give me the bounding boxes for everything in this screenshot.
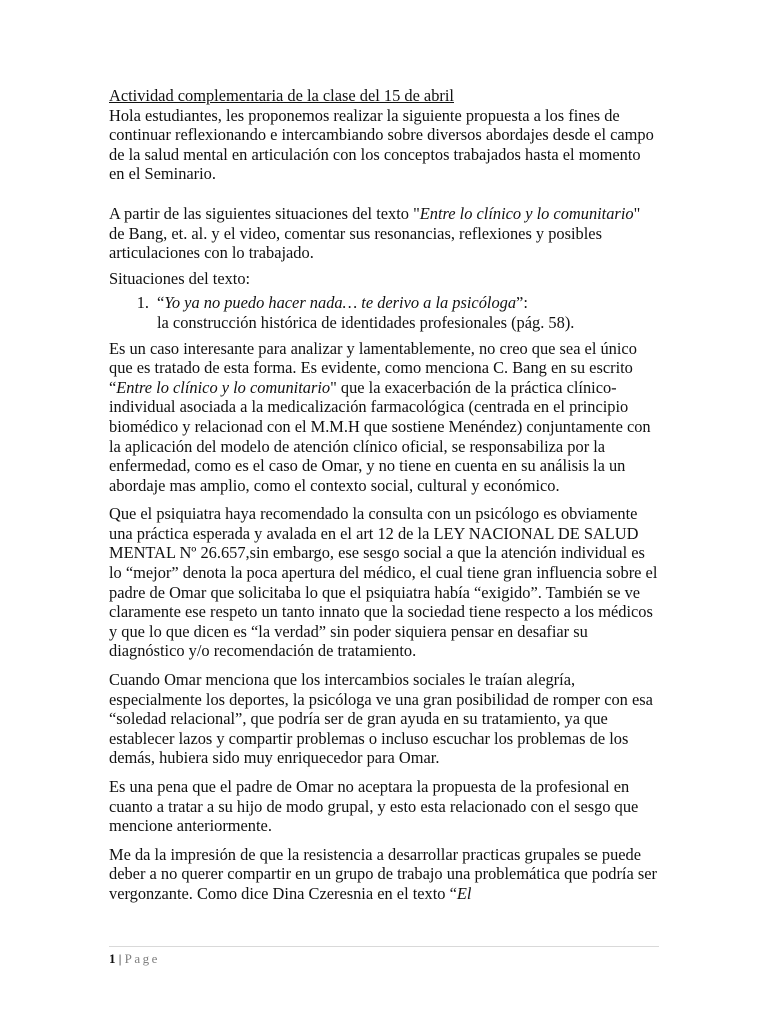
page-footer bbox=[109, 946, 659, 966]
document-page bbox=[109, 86, 659, 904]
body-paragraph-5 bbox=[109, 845, 659, 904]
instruction-text-end: " de Bang, et. al. y el video, comentar sus resonancias, reflexiones y posibles articulaciones con lo trabajado. bbox=[109, 203, 641, 263]
body-paragraph-3: Cuando Omar menciona que los intercambios sociales le traían alegría, especialmente los deportes, la psicóloga ve una gran posibilidad de romper con esa “soledad relacional”, que podría ser de gran ayuda en su tratamiento, ya que establecer lazos y compartir problemas o incluso escuchar los problemas de los demás, hubiera sido muy enriquecedor para Omar. bbox=[109, 670, 653, 768]
footer-separator: | bbox=[115, 951, 125, 966]
p1-text-start: Es un caso interesante para analizar y lamentablemente, no creo que sea el único que es tratado de esta forma. Es evidente, como menciona C. Bang en su escrito “ bbox=[109, 338, 637, 397]
list-quote bbox=[157, 293, 659, 313]
body-paragraph-4: Es una pena que el padre de Omar no aceptara la propuesta de la profesional en cuanto a tratar a su hijo de modo grupal, y esto esta relacionado con el sesgo que mencione anteriormente. bbox=[109, 777, 639, 836]
p1-text-title: Entre lo clínico y lo comunitario bbox=[116, 377, 331, 397]
situations-list bbox=[109, 293, 659, 332]
list-quote-close: ”: bbox=[516, 293, 528, 313]
list-subtitle: la construcción histórica de identidades profesionales (pág. 58). bbox=[157, 312, 575, 332]
list-quote-open: “ bbox=[157, 293, 165, 313]
instruction-text-start: A partir de las siguientes situaciones del texto " bbox=[109, 203, 420, 223]
body-paragraph-1 bbox=[109, 339, 659, 496]
list-body bbox=[157, 293, 659, 332]
p1-text-end: " que la exacerbación de la práctica clínico-individual asociada a la medicalización farmacológica (centrada en el principio biomédico y relacionad con el M.M.H que sostiene Menéndez) conjuntamente con la aplicación del modelo de atención clínico oficial, se responsabiliza por la enfermedad, como es el caso de Omar, y no tiene en cuenta en su análisis la un abordaje mas amplio, como el contexto social, cultural y económico. bbox=[109, 377, 651, 495]
list-number: 1. bbox=[136, 293, 149, 313]
page-word: Page bbox=[124, 951, 160, 966]
page-number: 1 bbox=[109, 951, 116, 966]
list-quote-text: Yo ya no puedo hacer nada… te derivo a la psicóloga bbox=[164, 293, 517, 313]
situations-label: Situaciones del texto: bbox=[109, 268, 251, 288]
instruction-paragraph bbox=[109, 204, 659, 263]
intro-paragraph: Hola estudiantes, les proponemos realizar la siguiente propuesta a los fines de continuar reflexionando e intercambiando sobre diversos abordajes desde el campo de la salud mental en articulación con los conceptos trabajados hasta el momento en el Seminario. bbox=[109, 105, 654, 184]
document-title: Actividad complementaria de la clase del 15 de abril bbox=[109, 86, 454, 105]
instruction-text-title: Entre lo clínico y lo comunitario bbox=[419, 203, 634, 223]
body-paragraph-2: Que el psiquiatra haya recomendado la consulta con un psicólogo es obviamente una práctica esperada y avalada en el art 12 de la LEY NACIONAL DE SALUD MENTAL Nº 26.657,sin embargo, ese sesgo social a que la atención individual es lo “mejor” denota la poca apertura del médico, el cual tiene gran influencia sobre el padre de Omar que solicitaba lo que el psiquiatra había “exigido”. También se ve claramente ese respeto un tanto innato que la sociedad tiene respecto a los médicos y que lo que dicen es “la verdad” sin poder siquiera pensar en desafiar su diagnóstico y/o recomendación de tratamiento. bbox=[109, 504, 658, 661]
list-item bbox=[109, 293, 659, 332]
p5-text-start: Me da la impresión de que la resistencia a desarrollar practicas grupales se puede deber a no querer compartir en un grupo de trabajo una problemática que podría ser vergonzante. Como dice Dina Czeresnia en el texto “ bbox=[109, 844, 657, 903]
p5-text-title: El bbox=[456, 883, 472, 903]
